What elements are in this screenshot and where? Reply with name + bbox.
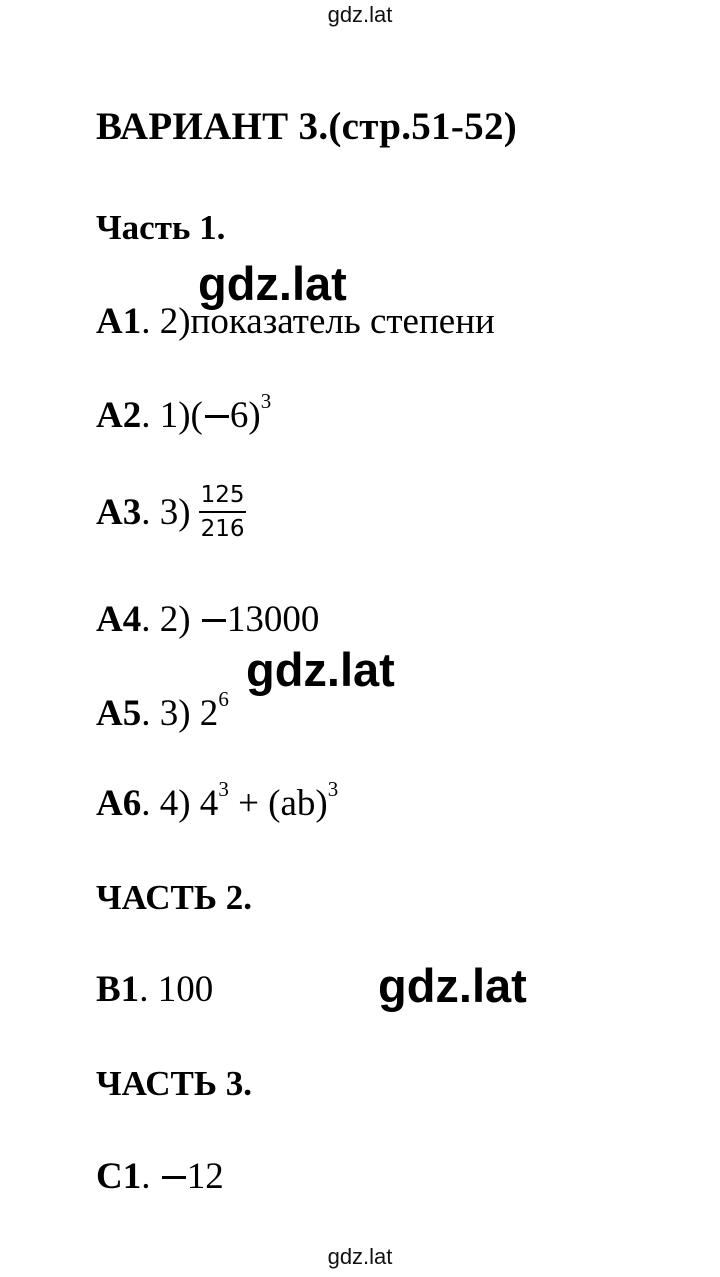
- answer-a4: [96, 598, 319, 641]
- answer-label: А3: [96, 491, 142, 533]
- answer-label: С1: [96, 1156, 142, 1197]
- fraction: [199, 482, 247, 543]
- answer-label: А4: [96, 599, 142, 640]
- answer-middle: + (ab): [228, 783, 328, 824]
- answer-c1: [96, 1155, 224, 1198]
- answer-exponent: 3: [327, 776, 339, 801]
- answer-a5: [96, 686, 229, 735]
- minus-sign-icon: [205, 415, 229, 418]
- answer-a2: [96, 388, 272, 437]
- answer-label: А2: [96, 395, 142, 436]
- answer-separator: .: [141, 693, 160, 734]
- answer-exponent: 3: [260, 388, 272, 413]
- answer-text: 2)показатель степени: [159, 301, 495, 342]
- minus-sign-icon: [162, 1176, 186, 1179]
- fraction-denominator: 216: [200, 516, 245, 543]
- watermark: gdz.lat: [198, 257, 347, 310]
- answer-prefix: 3) 2: [159, 693, 219, 734]
- answer-separator: .: [141, 783, 160, 824]
- watermark: gdz.lat: [246, 643, 395, 696]
- answer-exponent: 6: [218, 686, 229, 711]
- answer-text: 100: [157, 969, 214, 1010]
- answer-value: 13000: [226, 599, 320, 640]
- answer-b1: [96, 968, 213, 1011]
- answer-prefix: 3): [159, 491, 191, 533]
- page-title: ВАРИАНТ 3.(стр.51-52): [96, 105, 518, 148]
- answer-a6: [96, 776, 339, 825]
- answer-prefix: 1)(: [159, 395, 203, 436]
- answer-separator: .: [141, 1156, 160, 1197]
- answer-separator: .: [139, 969, 158, 1010]
- watermark: gdz.lat: [378, 959, 527, 1012]
- answer-prefix: 4) 4: [159, 783, 219, 824]
- answer-separator: .: [141, 491, 160, 533]
- answer-a3: [96, 482, 246, 546]
- answer-prefix: 2): [159, 599, 200, 640]
- section-heading-part2: ЧАСТЬ 2.: [96, 878, 252, 917]
- answer-label: В1: [96, 969, 140, 1010]
- answer-value: 12: [186, 1156, 224, 1197]
- section-heading-part1: Часть 1.: [96, 208, 226, 247]
- answer-exponent: 3: [218, 776, 229, 801]
- answer-label: А6: [96, 783, 142, 824]
- answer-separator: .: [141, 395, 160, 436]
- answer-base: 6): [229, 395, 261, 436]
- header-site-mark: gdz.lat: [327, 2, 393, 27]
- minus-sign-icon: [202, 619, 226, 622]
- answer-label: А5: [96, 693, 142, 734]
- answer-separator: .: [141, 599, 160, 640]
- fraction-numerator: 125: [199, 482, 247, 513]
- answer-label: А1: [96, 301, 142, 342]
- answer-separator: .: [141, 301, 160, 342]
- section-heading-part3: ЧАСТЬ 3.: [96, 1064, 252, 1103]
- footer-site-mark: gdz.lat: [327, 1244, 393, 1269]
